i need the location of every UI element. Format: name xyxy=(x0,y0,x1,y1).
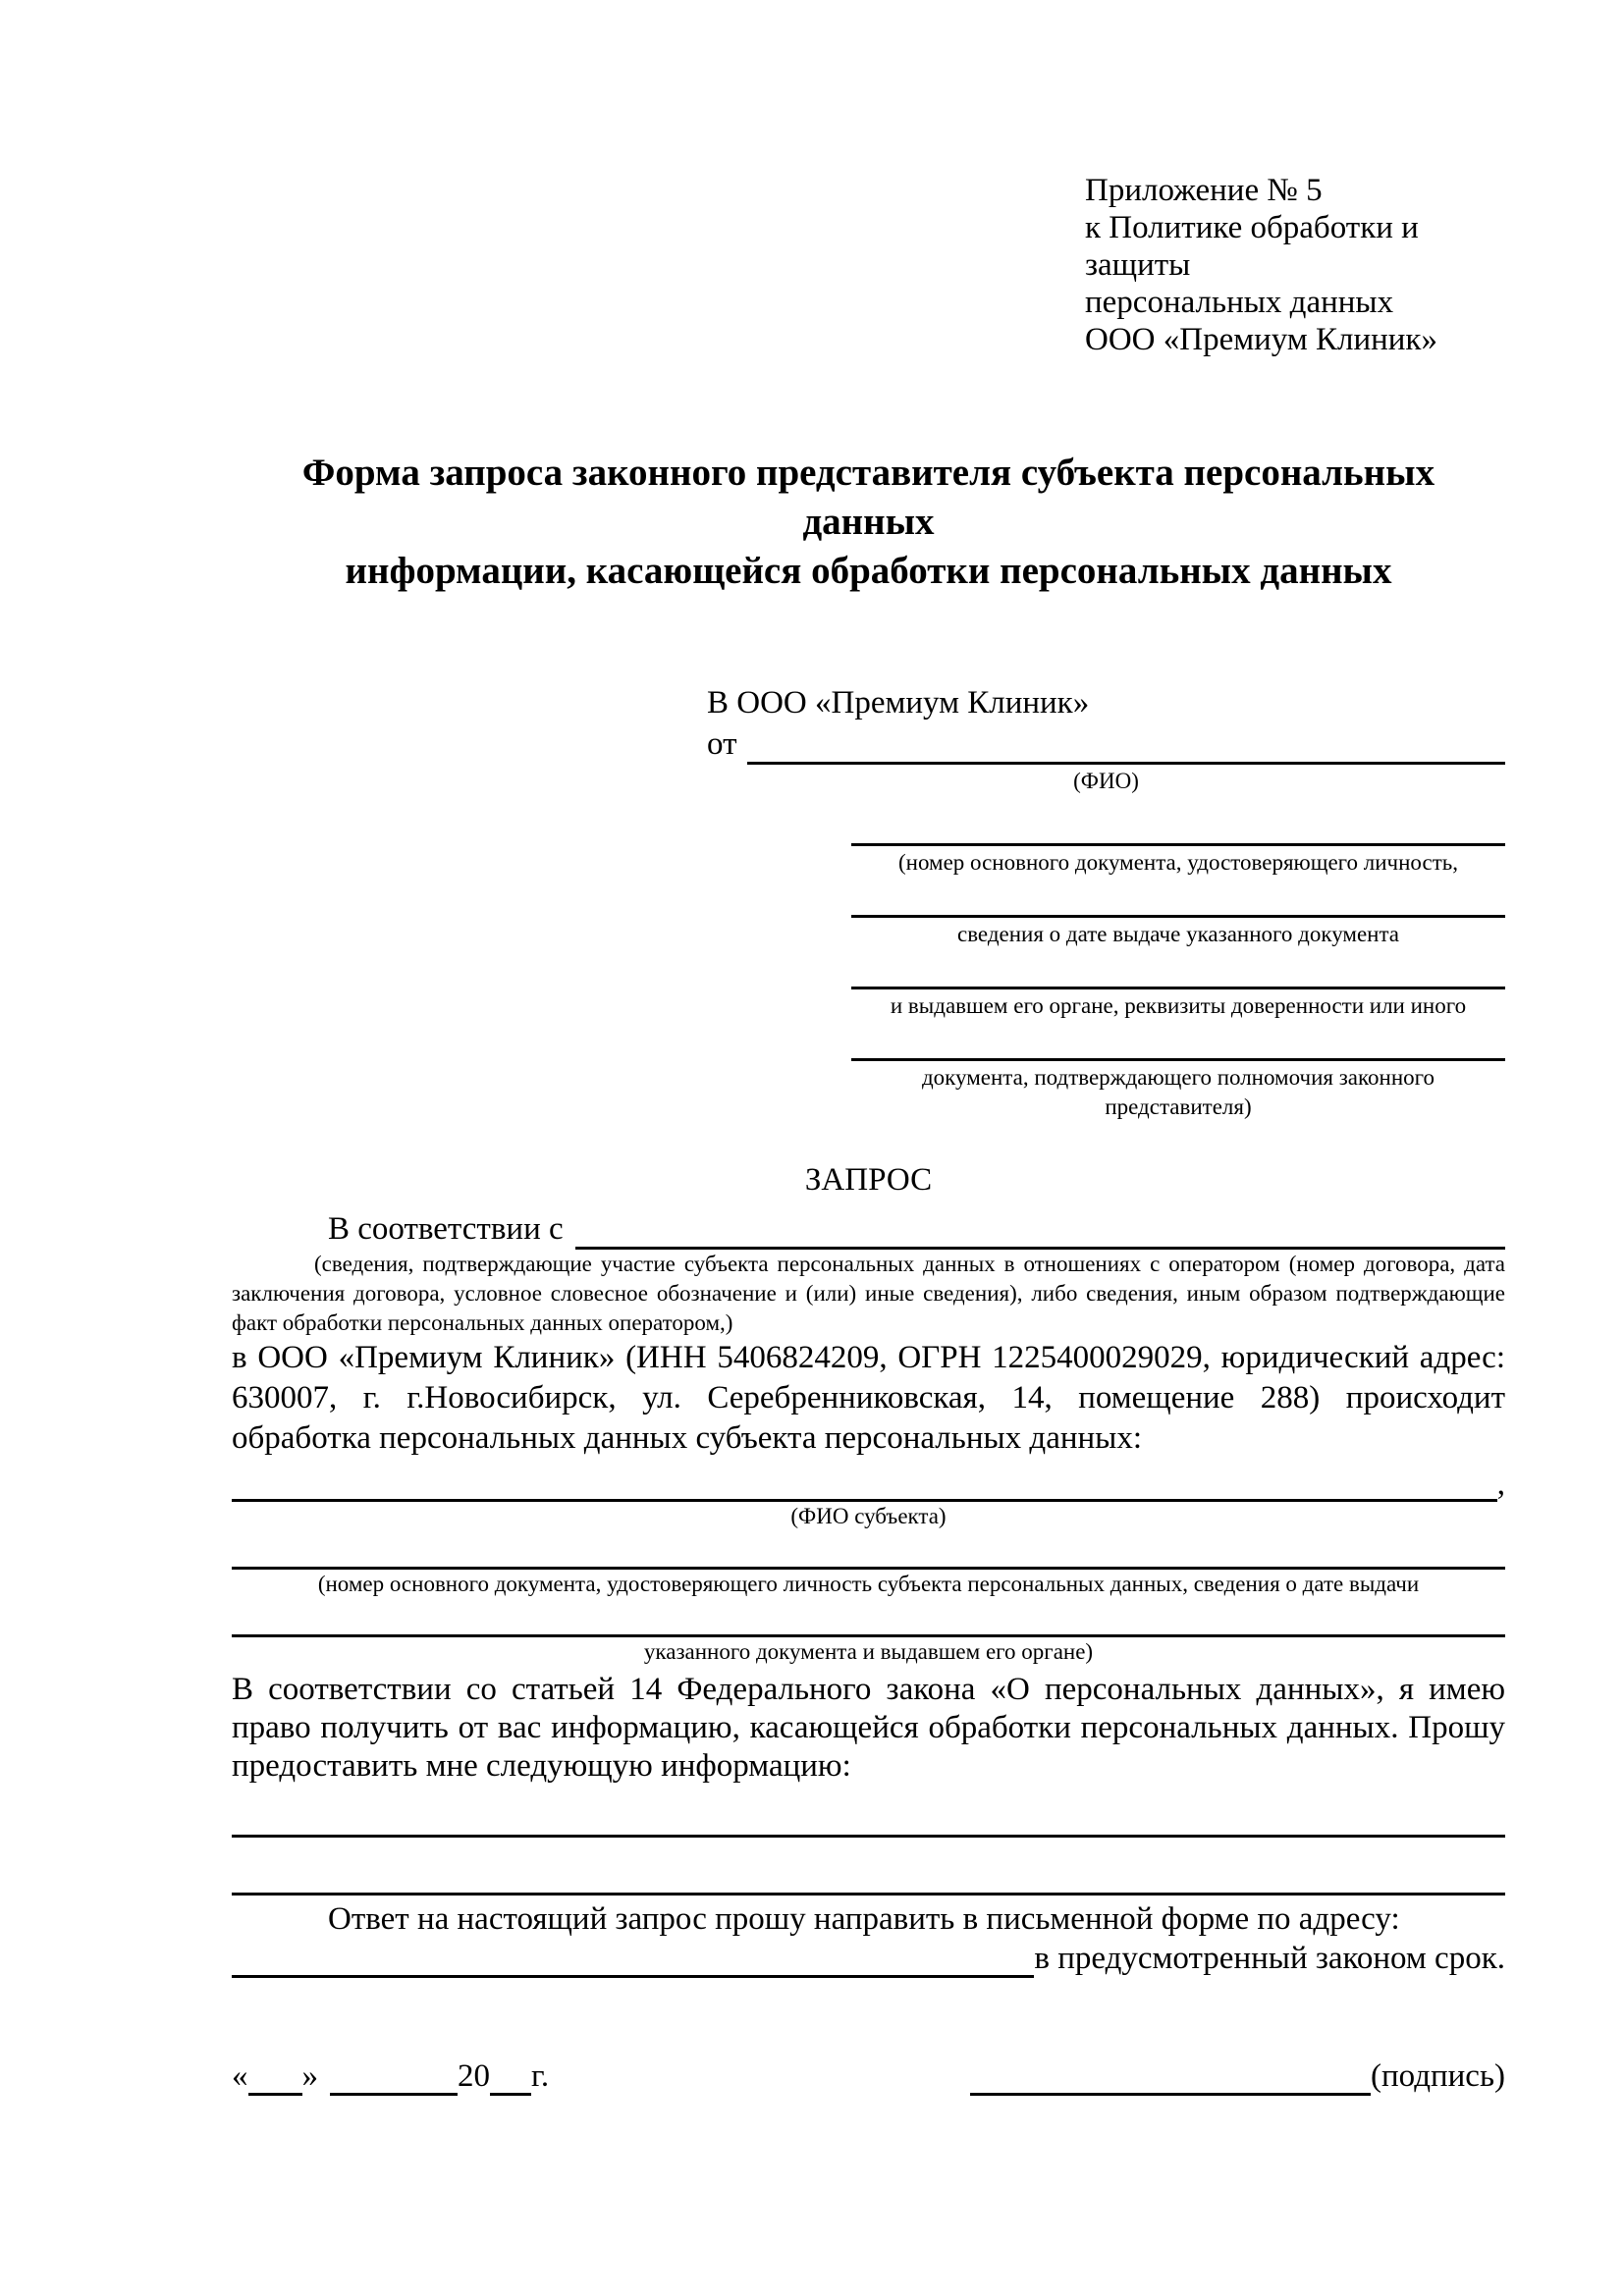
signature-caption: (подпись) xyxy=(1371,2058,1505,2094)
from-row xyxy=(707,723,1505,765)
date-signature-row xyxy=(232,2056,1505,2096)
field-caption: (номер основного документа, удостоверяющего личность, xyxy=(897,850,1458,875)
subject-doc-caption-1: (номер основного документа, удостоверяющего личность субъекта персональных данных, сведения о дате выдачи xyxy=(317,1572,1420,1596)
form-title-line2: информации, касающейся обработки персональных данных xyxy=(345,550,1392,592)
subject-fio-row xyxy=(232,1459,1505,1502)
intro-label: В соответствии с xyxy=(328,1211,564,1247)
signature-blank-line xyxy=(970,2059,1371,2096)
annex-line: к Политике обработки и защиты xyxy=(1085,210,1419,283)
date-quote-open: « xyxy=(232,2058,248,2094)
reply-address-blank-line xyxy=(232,1940,1034,1978)
rep-doc-field xyxy=(851,812,1505,878)
info-blank-line xyxy=(232,1835,1505,1838)
addressee-block xyxy=(707,682,1505,796)
blank-line xyxy=(851,955,1505,989)
date-quote-close: » xyxy=(301,2058,318,2094)
representative-fio-blank-line xyxy=(747,724,1506,765)
annex-line: Приложение № 5 xyxy=(1085,173,1323,208)
operator-paragraph: в ООО «Премиум Клиник» (ИНН 5406824209, ОГРН 1225400029029, юридический адрес: 630007, г. г.Новосибирск, ул. Серебренниковская, 14, помещение 288) происходит обработка персональных данных субъекта персональных данных: xyxy=(232,1340,1505,1456)
field-caption: и выдавшем его органе, реквизиты доверенности или иного xyxy=(890,993,1467,1018)
blank-line xyxy=(851,883,1505,918)
form-title xyxy=(232,449,1505,596)
blank-line xyxy=(851,812,1505,846)
signature-group xyxy=(970,2056,1505,2096)
date-month-blank xyxy=(330,2059,458,2096)
date-year-suffix: г. xyxy=(531,2058,550,2094)
addressee-org: В ООО «Премиум Клиник» xyxy=(707,685,1090,721)
rep-doc-field xyxy=(851,955,1505,1021)
fio-caption: (ФИО) xyxy=(1073,769,1139,793)
form-title-line1: Форма запроса законного представителя субъекта персональных данных xyxy=(301,452,1435,543)
from-label: от xyxy=(707,726,737,762)
date-group xyxy=(232,2056,549,2096)
field-caption: сведения о дате выдаче указанного документа xyxy=(956,922,1400,946)
rep-doc-field xyxy=(851,883,1505,949)
subject-fio-blank-line xyxy=(232,1460,1497,1502)
annex-header xyxy=(1085,172,1505,358)
subject-doc-caption-2: указанного документа и выдавшем его органе) xyxy=(643,1639,1094,1664)
reply-tail: в предусмотренный законом срок. xyxy=(1034,1941,1505,1976)
basis-blank-line xyxy=(575,1209,1505,1250)
reply-paragraph: Ответ на настоящий запрос прошу направить в письменной форме по адресу: xyxy=(328,1901,1400,1937)
rep-doc-field xyxy=(851,1027,1505,1122)
subject-doc-blank-line xyxy=(232,1531,1505,1570)
date-year-prefix: 20 xyxy=(458,2058,490,2094)
representative-doc-fields xyxy=(851,812,1505,1122)
date-day-blank xyxy=(248,2059,302,2096)
field-caption: документа, подтверждающего полномочия законного представителя) xyxy=(921,1065,1435,1119)
request-heading: ЗАПРОС xyxy=(804,1162,933,1198)
subject-fio-caption: (ФИО субъекта) xyxy=(790,1504,947,1528)
annex-line: персональных данных xyxy=(1085,285,1394,320)
blank-line xyxy=(851,1027,1505,1061)
info-blank-line xyxy=(232,1893,1505,1896)
date-year-blank xyxy=(490,2059,531,2096)
rights-paragraph: В соответствии со статьей 14 Федерального закона «О персональных данных», я имею право получить от вас информацию, касающейся обработки персональных данных. Прошу предоставить мне следующую информацию: xyxy=(232,1672,1505,1784)
reply-address-row xyxy=(232,1939,1505,1978)
subject-doc-blank-line xyxy=(232,1599,1505,1637)
intro-footnote: (сведения, подтверждающие участие субъекта персональных данных в отношениях с оператором (номер договора, дата заключения договора, условное словесное обозначение и (или) иные сведения), либо сведения, иным образом подтверждающие факт обработки персональных данных оператором,) xyxy=(232,1252,1505,1335)
subject-line-comma: , xyxy=(1496,1467,1505,1502)
annex-line: ООО «Премиум Клиник» xyxy=(1085,322,1437,357)
intro-row xyxy=(232,1208,1505,1250)
